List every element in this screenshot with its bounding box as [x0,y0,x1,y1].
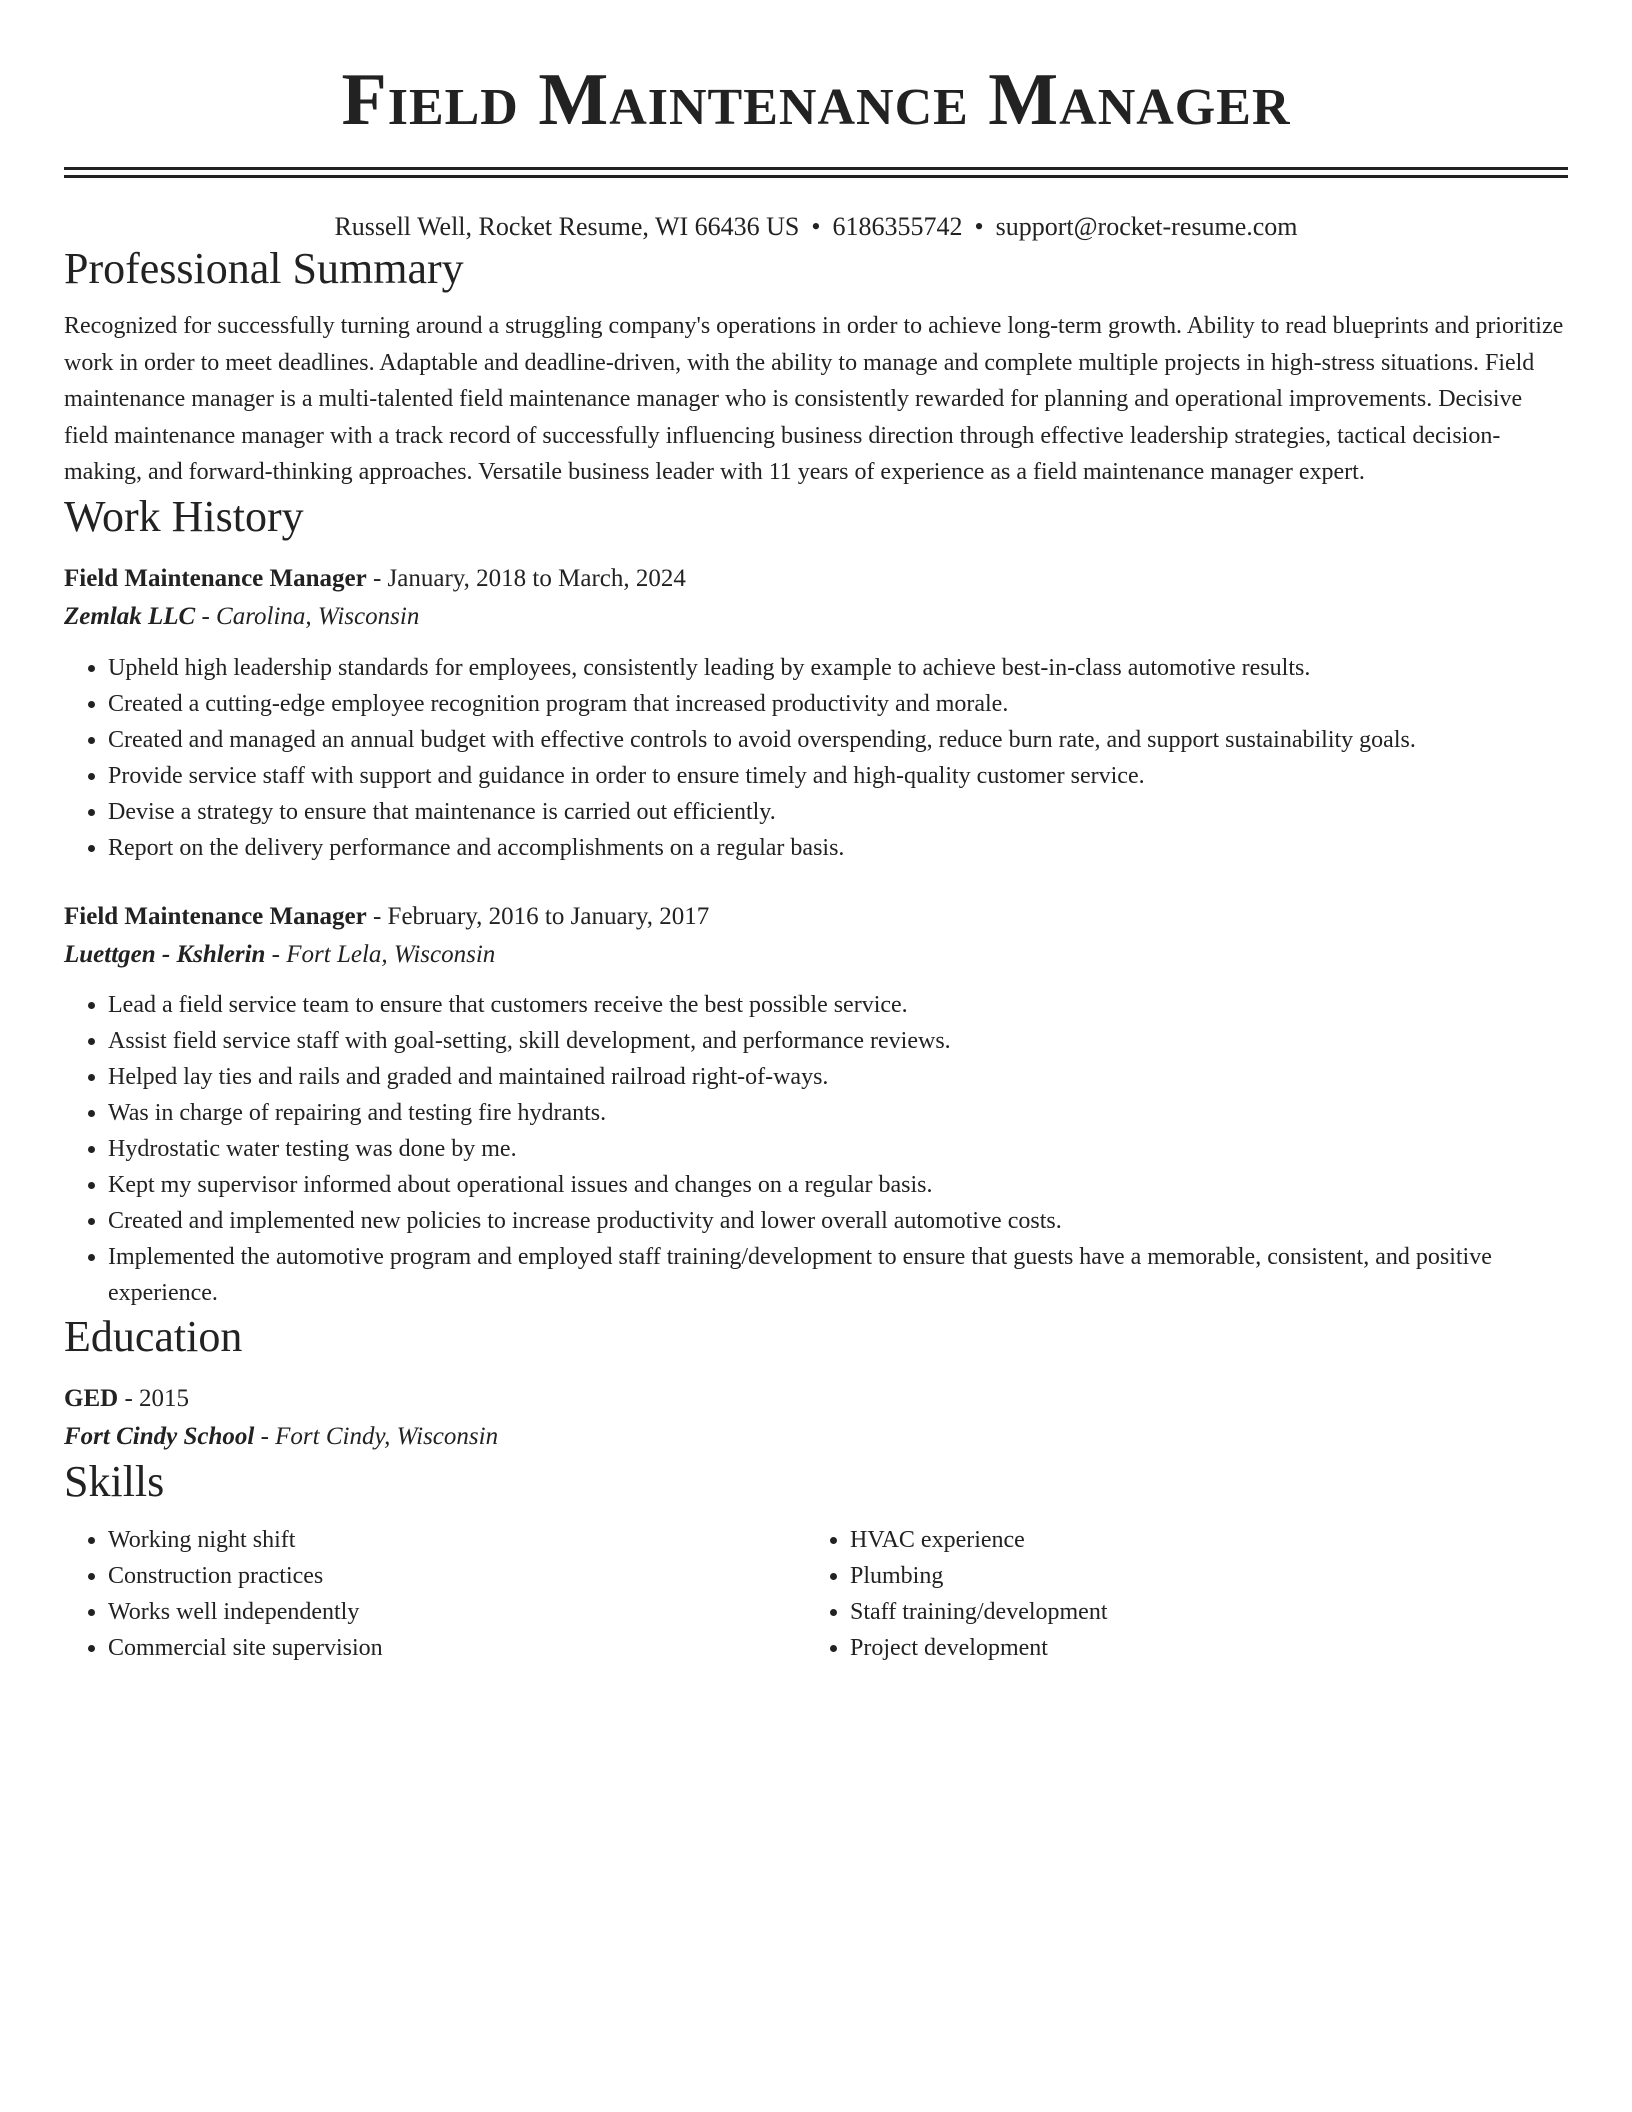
company-location: - Carolina, Wisconsin [195,602,420,630]
skills-list [806,1522,1548,1666]
job-dates: - February, 2016 to January, 2017 [366,902,710,930]
job-bullet: • Created and implemented new policies to increase productivity and lower overall automotive costs. [108,1203,1568,1239]
job-bullet-list [64,650,1568,866]
job-bullet: • Lead a field service team to ensure that customers receive the best possible service. [108,987,1568,1023]
skills-grid [64,1522,1568,1666]
school-location: - Fort Cindy, Wisconsin [254,1422,499,1450]
resume-title: Field Maintenance Manager [341,59,1291,141]
job-bullet: • Kept my supervisor informed about operational issues and changes on a regular basis. [108,1167,1568,1203]
skills-list [64,1522,806,1666]
work-history-heading: Work History [64,491,304,541]
school-name: Fort Cindy School [64,1422,255,1450]
skill-item: • Working night shift [108,1522,806,1558]
school-line [64,1418,1568,1456]
job-bullet: • Implemented the automotive program and employed staff training/development to ensure that guests have a memorable, consistent, and positive experience. [108,1239,1568,1311]
contact-separator: • [974,212,984,241]
contact-line [64,211,1568,243]
contact-separator: • [811,212,821,241]
contact-email: support@rocket-resume.com [995,212,1298,241]
contact-phone: 6186355742 [832,212,963,241]
skill-item: • Construction practices [108,1558,806,1594]
skills-column-right [806,1522,1548,1666]
skill-item: • Project development [850,1630,1548,1666]
summary-heading: Professional Summary [64,244,464,293]
skill-item: • Commercial site supervision [108,1630,806,1666]
job-bullet: • Provide service staff with support and guidance in order to ensure timely and high-quality customer service. [108,758,1568,794]
job-bullet-list [64,987,1568,1311]
degree-name: GED [64,1384,119,1412]
skill-item: • HVAC experience [850,1522,1548,1558]
job-bullet: • Created and managed an annual budget with effective controls to avoid overspending, reduce burn rate, and support sustainability goals. [108,722,1568,758]
job-bullet: • Upheld high leadership standards for employees, consistently leading by example to achieve best-in-class automotive results. [108,650,1568,686]
job-bullet: • Devise a strategy to ensure that maintenance is carried out efficiently. [108,794,1568,830]
job-entry [64,560,1568,866]
skill-item: • Works well independently [108,1594,806,1630]
company-name: Luettgen - Kshlerin [64,940,266,968]
job-title: Field Maintenance Manager [64,902,367,930]
job-bullet: • Created a cutting-edge employee recognition program that increased productivity and morale. [108,686,1568,722]
contact-address: Russell Well, Rocket Resume, WI 66436 US [334,212,800,241]
job-title-line [64,560,1568,598]
job-entry [64,898,1568,1311]
job-dates: - January, 2018 to March, 2024 [366,564,686,592]
summary-text: Recognized for successfully turning around a struggling company's operations in order to achieve long-term growth. Ability to read blueprints and prioritize work in order to meet deadlines. Adaptable and deadline-driven, with the ability to manage and complete multiple projects in high-stress situations. Field maintenance manager is a multi-talented field maintenance manager who is consistently rewarded for planning and operational improvements. Decisive field maintenance manager with a track record of successfully influencing business direction through effective leadership strategies, tactical decision-making, and forward-thinking approaches. Versatile business leader with 11 years of experience as a field maintenance manager expert. [64,313,1564,485]
skill-item: • Plumbing [850,1558,1548,1594]
skills-heading: Skills [64,1456,165,1506]
title-divider [64,167,1568,178]
job-bullet: • Hydrostatic water testing was done by me. [108,1131,1568,1167]
degree-line [64,1380,1568,1418]
job-title: Field Maintenance Manager [64,564,367,592]
skill-item: • Staff training/development [850,1594,1548,1630]
job-bullet: • Was in charge of repairing and testing fire hydrants. [108,1095,1568,1131]
job-title-line [64,898,1568,936]
job-bullet: • Assist field service staff with goal-setting, skill development, and performance reviews. [108,1023,1568,1059]
company-line [64,598,1568,636]
company-location: - Fort Lela, Wisconsin [265,940,496,968]
education-heading: Education [64,1311,243,1361]
skills-column-left [64,1522,806,1666]
company-line [64,936,1568,974]
company-name: Zemlak LLC [64,602,196,630]
degree-year: - 2015 [118,1384,190,1412]
education-entry [64,1380,1568,1456]
job-bullet: • Helped lay ties and rails and graded and maintained railroad right-of-ways. [108,1059,1568,1095]
job-bullet: • Report on the delivery performance and accomplishments on a regular basis. [108,830,1568,866]
